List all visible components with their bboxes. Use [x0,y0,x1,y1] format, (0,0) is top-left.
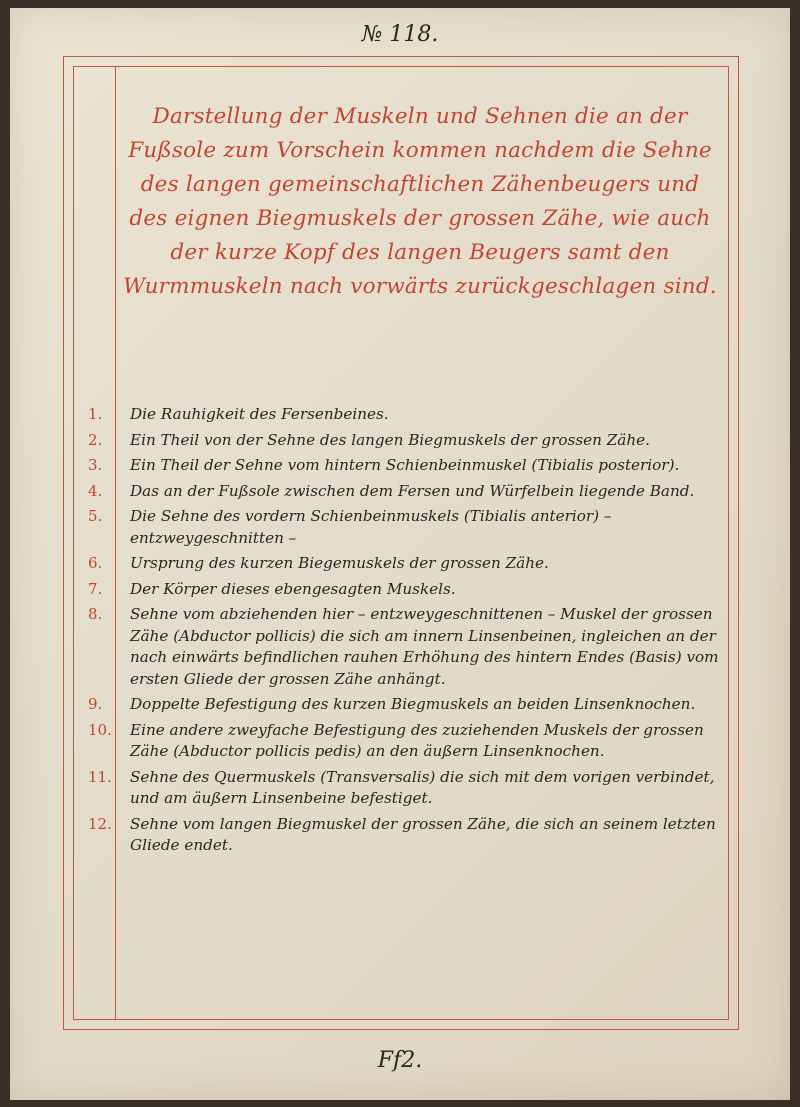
sheet-number: № 118. [361,22,439,47]
list-item [88,814,728,857]
signature-mark: Ff2. [377,1048,423,1073]
page-title: Darstellung der Muskeln und Sehnen die an der Fußsole zum Vorschein kommen nachdem die Sehne des langen gemeinschaftlichen Zähenbeugers und des eignen Biegmuskels der grossen Zähe, wie auch der kurze Kopf des langen Beugers samt den Wurmmuskeln nach vorwärts zurückgeschlagen sind. [123,104,717,299]
item-number: 4. [88,481,103,500]
legend-list [88,404,728,861]
item-text: Sehne des Quermuskels (Transversalis) die sich mit dem vorigen verbindet, und am äußern Linsenbeine befestiget. [130,767,715,807]
item-text: Doppelte Befestigung des kurzen Biegmuskels an beiden Linsenknochen. [130,695,696,713]
list-item [88,579,728,601]
item-number: 3. [88,456,103,474]
item-number: 2. [88,430,103,449]
list-item [88,430,728,452]
item-number: 8. [88,605,103,623]
item-number: 6. [88,554,103,572]
item-number: 1. [88,405,103,423]
item-number: 9. [88,695,103,713]
item-text: Der Körper dieses ebengesagten Muskels. [130,579,456,598]
list-item [88,720,728,763]
list-item [88,553,728,575]
item-text: Ein Theil von der Sehne des langen Biegmuskels der grossen Zähe. [130,430,650,449]
item-number: 5. [88,507,103,525]
item-text: Die Sehne des vordern Schienbeinmuskels (Tibialis anterior) – entzweygeschnitten – [130,507,612,547]
item-text: Sehne vom abziehenden hier – entzweygeschnittenen – Muskel der grossen Zähe (Abductor pollicis) die sich am innern Linsenbeinen, ingleichen an der nach einwärts befindlichen rauhen Erhöhung des hintern Endes (Basis) vom ersten Gliede der grossen Zähe anhängt. [130,605,719,688]
item-text: Eine andere zweyfache Befestigung des zuziehenden Muskels der grossen Zähe (Abductor pollicis pedis) an den äußern Linsenknochen. [130,720,704,760]
list-item [88,404,728,426]
item-text: Das an der Fußsole zwischen dem Fersen und Würfelbein liegende Band. [130,481,695,500]
list-item [88,455,728,477]
item-text: Sehne vom langen Biegmuskel der grossen Zähe, die sich an seinem letzten Gliede endet. [130,814,716,854]
item-number: 11. [88,767,112,786]
item-number: 12. [88,814,112,833]
item-text: Ein Theil der Sehne vom hintern Schienbeinmuskel (Tibialis posterior). [130,456,680,474]
list-item [88,767,728,810]
list-item [88,481,728,503]
item-number: 10. [88,720,112,739]
list-item [88,694,728,716]
item-number: 7. [88,579,103,598]
item-text: Die Rauhigkeit des Fersenbeines. [130,405,389,423]
item-text: Ursprung des kurzen Biegemuskels der grossen Zähe. [130,554,549,572]
list-item [88,604,728,690]
list-item [88,506,728,549]
